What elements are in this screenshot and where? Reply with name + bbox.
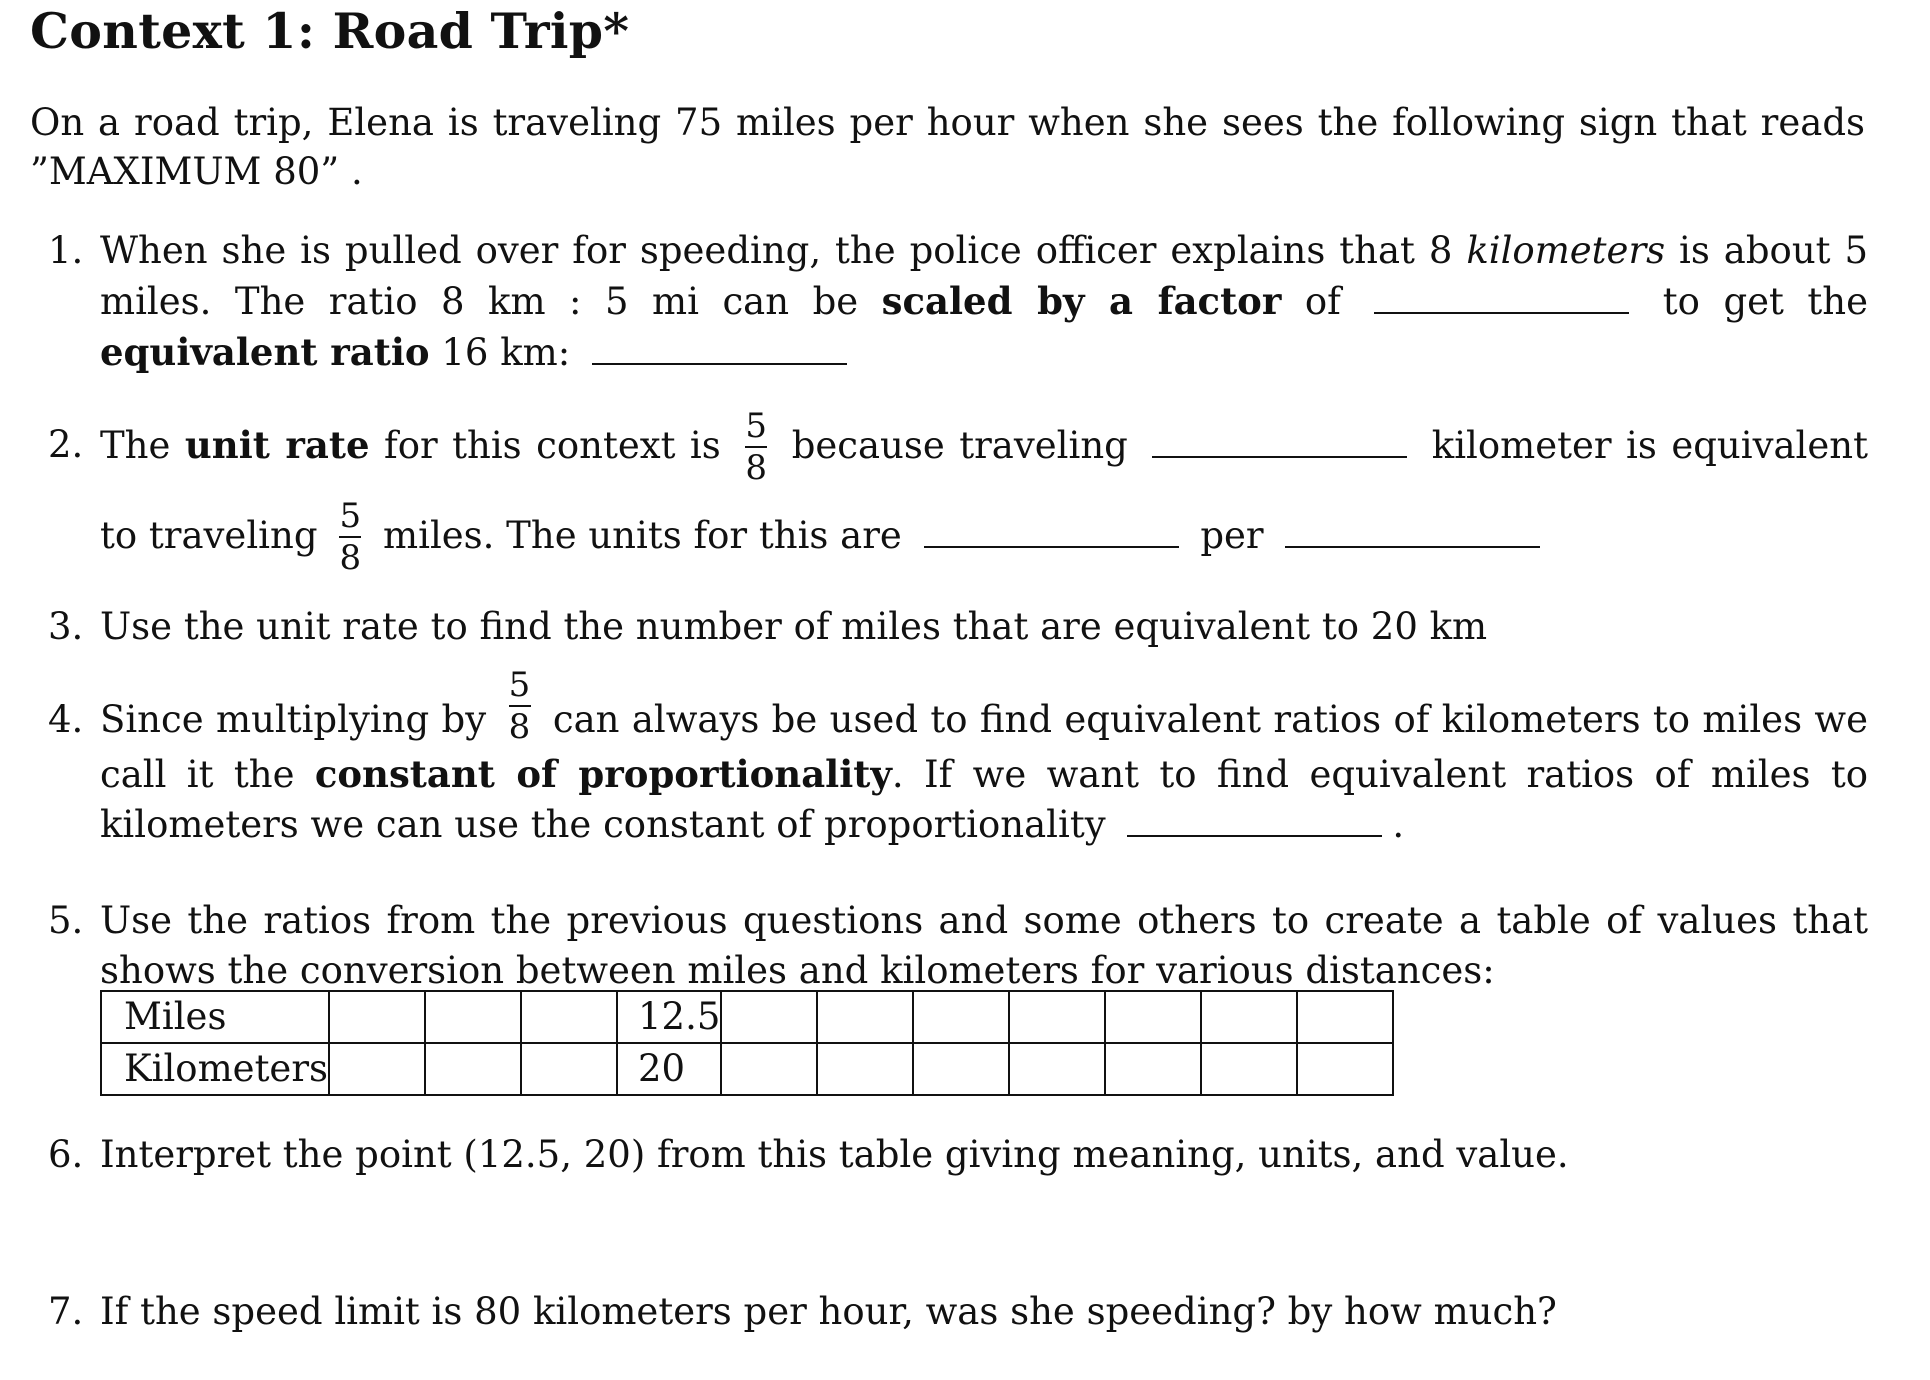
text-run: for this context is (369, 424, 736, 467)
table-cell[interactable] (721, 991, 817, 1043)
table-cell[interactable] (913, 991, 1009, 1043)
question-number: 3. (48, 605, 84, 648)
table-cell[interactable] (817, 991, 913, 1043)
fraction-numerator: 5 (339, 495, 362, 536)
question-4 (48, 664, 1869, 850)
question-body (100, 226, 1868, 378)
question-1 (48, 226, 1868, 378)
text-run: 16 km: (429, 331, 582, 374)
table-cell[interactable] (1201, 991, 1297, 1043)
text-run: can always be used to find equivalent ratios of kilometers to miles we call it the (100, 698, 1868, 796)
question-number: 2. (48, 423, 84, 466)
fraction-five-eighths (745, 406, 767, 488)
page-title: Context 1: Road Trip* (30, 2, 630, 60)
intro-paragraph: On a road trip, Elena is traveling 75 miles per hour when she sees the following sign that reads ”MAXIMUM 80” . (30, 101, 1865, 193)
fraction-denominator: 8 (745, 447, 768, 488)
text-run: The (100, 424, 185, 467)
conversion-table (100, 990, 1394, 1096)
question-7 (48, 1287, 1868, 1337)
fraction-numerator: 5 (508, 664, 531, 705)
table-cell[interactable] (913, 1043, 1009, 1095)
fraction-numerator: 5 (745, 405, 768, 446)
table-cell[interactable] (1009, 1043, 1105, 1095)
answer-blank-units-denominator[interactable] (1285, 546, 1540, 548)
table-cell[interactable] (329, 1043, 425, 1095)
question-3 (48, 602, 1868, 652)
fraction-denominator: 8 (339, 537, 362, 578)
answer-blank-units-numerator[interactable] (924, 546, 1179, 548)
text-italic: kilometers (1466, 229, 1666, 272)
text-run: kilometer is equivalent to traveling (100, 424, 1868, 557)
table-cell: 20 (617, 1043, 721, 1095)
answer-blank-equivalent-ratio[interactable] (592, 363, 847, 365)
table-cell[interactable] (1105, 991, 1201, 1043)
fraction-denominator: 8 (508, 706, 531, 747)
table-cell[interactable] (817, 1043, 913, 1095)
table-cell[interactable] (1105, 1043, 1201, 1095)
row-label: Miles (101, 991, 329, 1043)
question-number: 6. (48, 1133, 84, 1176)
table-cell: 12.5 (617, 991, 721, 1043)
question-number: 7. (48, 1290, 84, 1333)
table-row-miles (101, 991, 1393, 1043)
text-run: miles. The units for this are (371, 514, 914, 557)
question-body: Interpret the point (12.5, 20) from this table giving meaning, units, and value. (100, 1133, 1569, 1176)
table-cell[interactable] (521, 1043, 617, 1095)
text-run: When she is pulled over for speeding, the police officer explains that 8 (100, 229, 1467, 272)
text-run: Since multiplying by (100, 698, 499, 741)
question-number: 5. (48, 899, 84, 942)
question-body: Use the unit rate to find the number of miles that are equivalent to 20 km (100, 605, 1488, 648)
fraction-five-eighths (339, 496, 361, 578)
text-bold: scaled by a factor (881, 279, 1282, 323)
question-body: Use the ratios from the previous questions and some others to create a table of values that shows the conversion between miles and kilometers for various distances: (100, 899, 1868, 992)
table-cell[interactable] (329, 991, 425, 1043)
table-cell[interactable] (1201, 1043, 1297, 1095)
question-body (100, 400, 1868, 581)
text-run: to get the (1639, 280, 1868, 323)
question-2 (48, 405, 1868, 581)
question-body: If the speed limit is 80 kilometers per hour, was she speeding? by how much? (100, 1290, 1557, 1333)
table-cell[interactable] (425, 1043, 521, 1095)
table-cell[interactable] (1297, 1043, 1393, 1095)
answer-blank-kilometer[interactable] (1152, 456, 1407, 458)
text-run: because traveling (777, 424, 1143, 467)
table-cell[interactable] (425, 991, 521, 1043)
text-run: of (1281, 280, 1365, 323)
question-body (100, 664, 1869, 850)
text-bold: constant of proportionality (314, 751, 892, 796)
table-cell[interactable] (1009, 991, 1105, 1043)
text-run: is about 5 miles. The ratio 8 km : 5 mi can be (100, 229, 1868, 323)
fraction-five-eighths (509, 665, 531, 747)
question-5 (48, 896, 1868, 996)
text-run: . If we want to find equivalent ratios of miles to kilometers we can use the constant of proportionality (100, 752, 1869, 846)
table-cell[interactable] (521, 991, 617, 1043)
question-number: 1. (48, 229, 84, 272)
text-bold: equivalent ratio (100, 330, 430, 374)
table-cell[interactable] (721, 1043, 817, 1095)
table-cell[interactable] (1297, 991, 1393, 1043)
text-run: . (1392, 802, 1405, 846)
table-row-kilometers (101, 1043, 1393, 1095)
text-run: per (1188, 514, 1276, 557)
row-label: Kilometers (101, 1043, 329, 1095)
text-bold: unit rate (184, 423, 370, 467)
answer-blank-scale-factor[interactable] (1374, 312, 1629, 314)
answer-blank-constant-of-proportionality[interactable] (1127, 835, 1382, 837)
question-number: 4. (48, 698, 84, 741)
question-6 (48, 1130, 1868, 1180)
